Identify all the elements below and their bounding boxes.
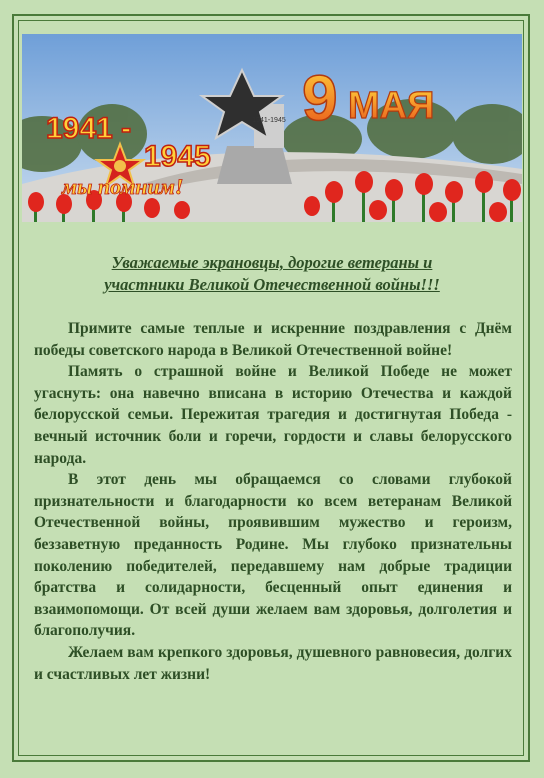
paragraph-wishes: Желаем вам крепкого здоровья, душевного равновесия, долгих и счастливых лет жизни! — [34, 643, 512, 683]
motto-text: мы помним! — [62, 174, 184, 199]
paragraph-memory: Память о страшной войне и Великой Победе не может угаснуть: она навечно вписана в историю Отечества и каждой белорусской семьи. Пережитая трагедия и достигнутая Победа - вечный источник боли и горечи, гордости и славы белорусского народа. — [34, 363, 512, 467]
paragraph-congratulations: Примите самые теплые и искренние поздравления с Днём победы советского народа в Великой Отечественной войне! — [34, 320, 512, 359]
paragraph-gratitude: В этот день мы обращаемся со словами глубокой признательности и благодарности ко всем ветеранам Великой Отечественной войны, проявившим мужество и героизм, беззаветную преданность Родине. Мы глубоко признательны поколению победителей, передавшему нам добрые традиции братства и солидарности, бесценный опыт единения и взаимопомощи. От всей души желаем вам здоровья, долголетия и благополучия. — [34, 471, 512, 640]
date-month-text: МАЯ — [348, 85, 435, 127]
heading-line-2: участники Великой Отечественной войны!!! — [104, 275, 440, 294]
svg-text:1941-1945: 1941-1945 — [252, 117, 286, 124]
greeting-heading — [30, 252, 514, 296]
victory-day-banner — [22, 34, 522, 222]
date-number-text: 9 — [302, 62, 338, 134]
years-left-text: 1941 - — [46, 112, 132, 145]
heading-line-1: Уважаемые экрановцы, дорогие ветераны и — [111, 253, 433, 272]
years-right-text: 1945 — [144, 140, 211, 173]
greeting-body — [34, 318, 512, 685]
